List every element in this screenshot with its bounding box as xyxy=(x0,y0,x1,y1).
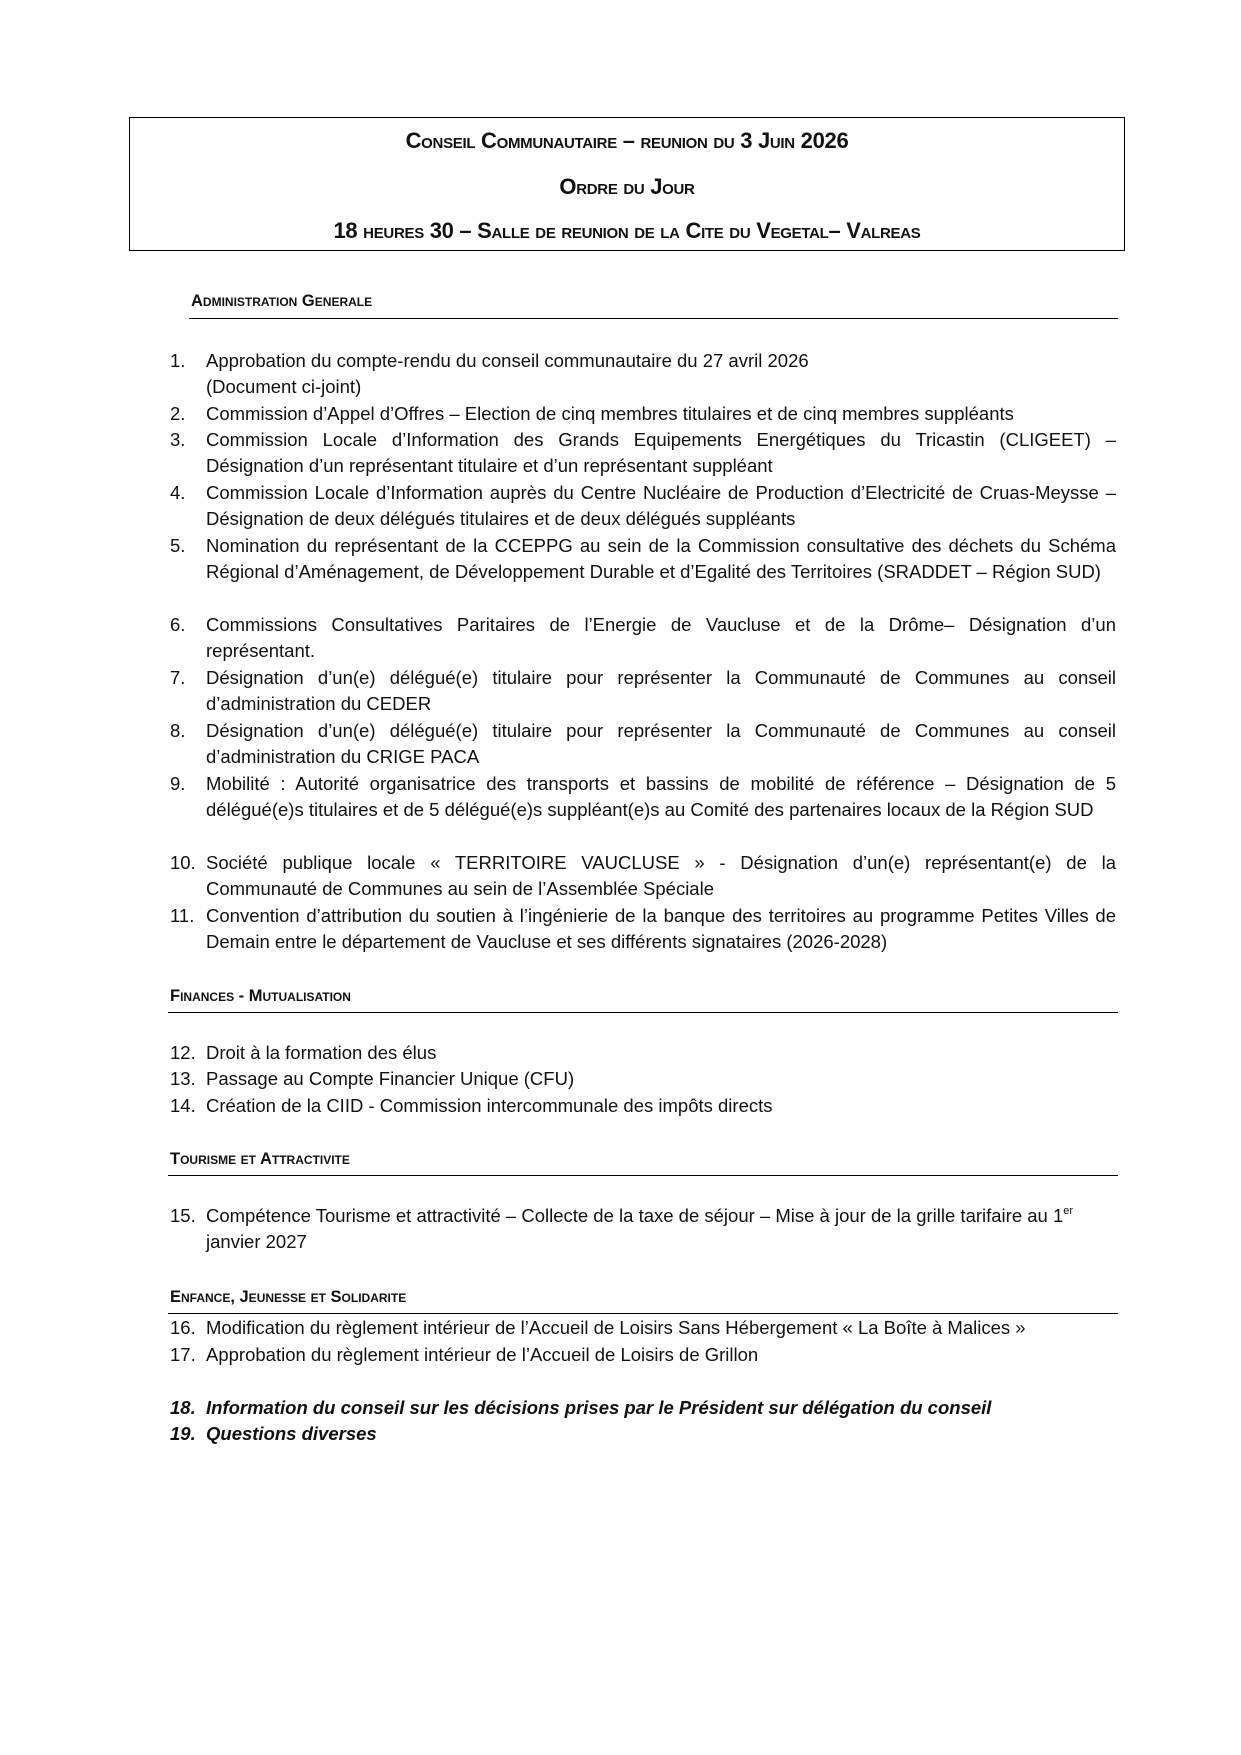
item-text-line: Approbation du compte-rendu du conseil communautaire du 27 avril 2026 xyxy=(206,350,809,371)
item-text: Approbation du règlement intérieur de l’Accueil de Loisirs de Grillon xyxy=(206,1344,759,1365)
item-text: Désignation d’un(e) délégué(e) titulaire pour représenter la Communauté de Communes au conseil d’administration du CRIGE PACA xyxy=(206,720,1116,768)
section-heading-tourisme: Tourisme et Attractivite xyxy=(170,1150,350,1168)
meeting-time-location: 18 heures 30 – Salle de reunion de la Cite du Vegetal– Valreas xyxy=(333,218,921,243)
item-superscript: er xyxy=(1063,1205,1074,1217)
item-number: 18. xyxy=(170,1397,196,1418)
item-number: 2. xyxy=(170,403,186,424)
item-text-line xyxy=(206,1203,1116,1229)
section-rule xyxy=(168,1012,1118,1013)
section-heading-administration: Administration Generale xyxy=(191,292,373,310)
header-box xyxy=(129,117,1125,251)
item-number: 12. xyxy=(170,1042,196,1063)
item-text: Passage au Compte Financier Unique (CFU) xyxy=(206,1068,575,1089)
item-number: 3. xyxy=(170,429,186,450)
item-number: 15. xyxy=(170,1205,196,1226)
item-number: 9. xyxy=(170,773,186,794)
meeting-title: Conseil Communautaire – reunion du 3 Juin 2026 xyxy=(405,128,849,153)
item-text: Information du conseil sur les décisions prises par le Président sur délégation du conseil xyxy=(206,1397,992,1418)
agenda-title: Ordre du Jour xyxy=(559,174,695,199)
item-number: 10. xyxy=(170,852,196,873)
item-number: 5. xyxy=(170,535,186,556)
section-heading-finances: Finances - Mutualisation xyxy=(170,987,351,1005)
item-number: 1. xyxy=(170,350,186,371)
item-text-main: Compétence Tourisme et attractivité – Collecte de la taxe de séjour – Mise à jour de la grille tarifaire au 1 xyxy=(206,1205,1064,1226)
section-rule xyxy=(168,1313,1118,1314)
item-text: Désignation d’un(e) délégué(e) titulaire pour représenter la Communauté de Communes au conseil d’administration du CEDER xyxy=(206,667,1116,715)
item-text: Modification du règlement intérieur de l’Accueil de Loisirs Sans Hébergement « La Boîte à Malices » xyxy=(206,1317,1026,1338)
item-text: Société publique locale « TERRITOIRE VAUCLUSE » - Désignation d’un(e) représentant(e) de la Communauté de Communes au sein de l’Assemblée Spéciale xyxy=(206,852,1116,900)
item-text: Questions diverses xyxy=(206,1423,377,1444)
section-rule xyxy=(168,1175,1118,1176)
item-text: Mobilité : Autorité organisatrice des transports et bassins de mobilité de référence – Désignation de 5 délégué(e)s titulaires et de 5 délégué(e)s suppléant(e)s au Comité des partenaires locaux de la Région SUD xyxy=(206,773,1116,821)
section-heading-enfance: Enfance, Jeunesse et Solidarite xyxy=(170,1288,407,1306)
item-text: Nomination du représentant de la CCEPPG au sein de la Commission consultative des déchets du Schéma Régional d’Aménagement, de Développement Durable et d’Egalité des Territoires (SRADDET – Région SUD) xyxy=(206,535,1116,583)
section-rule xyxy=(189,318,1118,319)
item-number: 8. xyxy=(170,720,186,741)
item-text-continuation: janvier 2027 xyxy=(206,1231,307,1253)
item-text xyxy=(206,1203,1116,1256)
item-number: 14. xyxy=(170,1095,196,1116)
item-number: 17. xyxy=(170,1344,196,1365)
item-text: Commission Locale d’Information des Grands Equipements Energétiques du Tricastin (CLIGEET) – Désignation d’un représentant titulaire et d’un représentant suppléant xyxy=(206,429,1116,477)
item-number: 11. xyxy=(170,905,195,926)
item-text: Création de la CIID - Commission intercommunale des impôts directs xyxy=(206,1095,773,1116)
item-number: 4. xyxy=(170,482,186,503)
item-text: Commission d’Appel d’Offres – Election de cinq membres titulaires et de cinq membres suppléants xyxy=(206,403,1014,424)
item-text: Droit à la formation des élus xyxy=(206,1042,437,1063)
item-text: Convention d’attribution du soutien à l’ingénierie de la banque des territoires au programme Petites Villes de Demain entre le département de Vaucluse et ses différents signataires (2026-2028) xyxy=(206,905,1116,953)
item-text-note: (Document ci-joint) xyxy=(206,376,362,398)
item-number: 6. xyxy=(170,614,186,635)
item-text: Commissions Consultatives Paritaires de l’Energie de Vaucluse et de la Drôme– Désignation d’un représentant. xyxy=(206,614,1116,662)
item-text: Commission Locale d’Information auprès du Centre Nucléaire de Production d’Electricité de Cruas-Meysse – Désignation de deux délégués titulaires et de deux délégués suppléants xyxy=(206,482,1116,530)
item-number: 13. xyxy=(170,1068,196,1089)
item-number: 7. xyxy=(170,667,186,688)
item-text xyxy=(206,348,1116,401)
item-number: 19. xyxy=(170,1423,196,1444)
item-number: 16. xyxy=(170,1317,196,1338)
